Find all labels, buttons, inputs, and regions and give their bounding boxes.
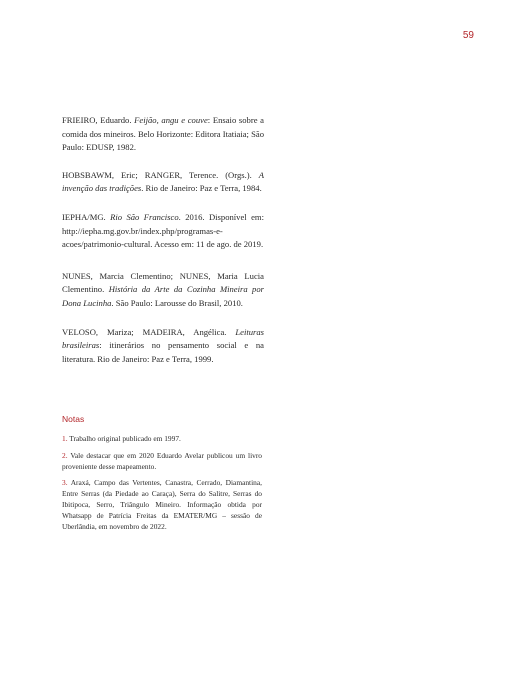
note-item xyxy=(62,478,262,532)
reference-text: : Ensaio sobre a comida dos mineiros. Belo Horizonte: Editora Itatiaia; São Paulo: EDUSP, 1982. xyxy=(62,115,264,153)
note-item xyxy=(62,434,262,445)
note-text: Araxá, Campo das Vertentes, Canastra, Cerrado, Diamantina, Entre Serras (da Piedade ao Caraça), Serra do Salitre, Serras do Ibitipoca, Serro, Triângulo Mineiro. Informação obtida por Whatsapp de Patrícia Freitas da EMATER/MG – sessão de Uberlândia, em novembro de 2022. xyxy=(62,478,262,531)
reference-text: VELOSO, Mariza; MADEIRA, Angélica. xyxy=(62,326,236,337)
notes-heading: Notas xyxy=(62,414,85,424)
note-item xyxy=(62,451,262,473)
reference-text: NUNES, Marcia Clementino; NUNES, Maria Lucia Clementino. xyxy=(62,270,264,295)
reference-entry xyxy=(62,169,264,196)
note-number: 2. xyxy=(62,450,68,460)
reference-text: . 2016. Disponível em: http://iepha.mg.gov.br/index.php/programas-e-acoes/patrimonio-cultural. Acesso em: 11 de ago. de 2019. xyxy=(62,211,264,250)
reference-title: A invenção das tradições xyxy=(62,169,264,194)
note-text: Trabalho original publicado em 1997. xyxy=(67,434,181,443)
reference-title: Rio São Francisco xyxy=(110,211,179,222)
reference-title: História da Arte da Cozinha Mineira por Dona Lucinha xyxy=(62,284,264,308)
reference-text: : itinerários no pensamento social e na literatura. Rio de Janeiro: Paz e Terra, 1999. xyxy=(62,340,264,364)
reference-text: . São Paulo: Larousse do Brasil, 2010. xyxy=(111,297,243,308)
reference-entry xyxy=(62,114,264,155)
page-number: 59 xyxy=(462,30,474,41)
reference-text: IEPHA/MG. xyxy=(62,211,111,222)
reference-entry xyxy=(62,326,264,367)
reference-text: . Rio de Janeiro: Paz e Terra, 1984. xyxy=(141,183,262,194)
reference-entry xyxy=(62,270,264,311)
reference-title: Feijão, angu e couve xyxy=(134,115,208,125)
note-text: Vale destacar que em 2020 Eduardo Avelar publicou um livro proveniente desse mapeamento. xyxy=(62,450,262,471)
note-number: 3. xyxy=(62,478,68,488)
reference-text: FRIEIRO, Eduardo. xyxy=(62,115,135,125)
reference-entry xyxy=(62,211,264,252)
note-number: 1. xyxy=(62,434,68,443)
reference-text: HOBSBAWM, Eric; RANGER, Terence. (Orgs.). xyxy=(62,169,259,180)
reference-title: Leituras brasileiras xyxy=(62,326,264,351)
references-list xyxy=(62,114,264,366)
notes-section xyxy=(62,414,262,538)
